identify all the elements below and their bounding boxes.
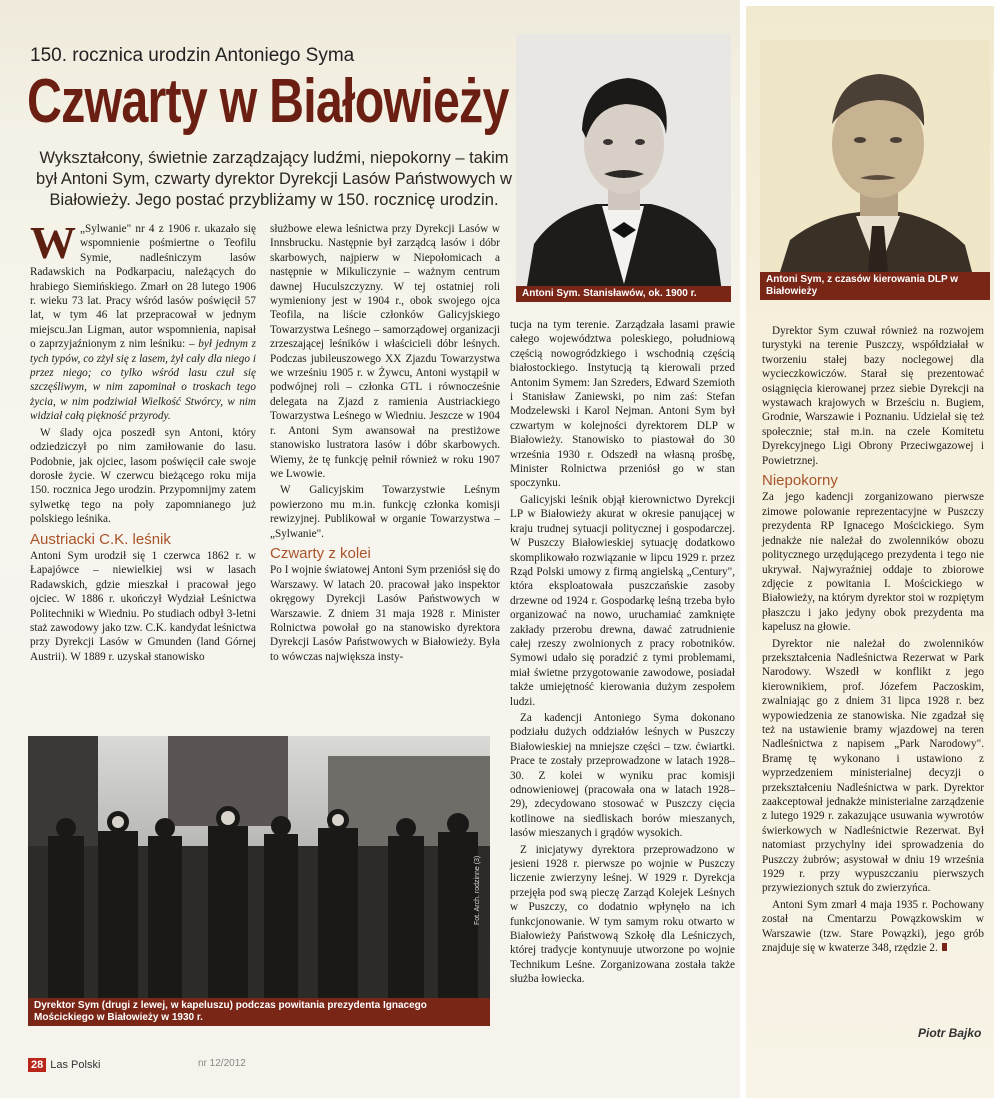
author-signature: Piotr Bajko <box>918 1026 982 1040</box>
quote-text: był jednym z tych typów, co zżył się z lasem, żył cały dla niego i przez niego; co tylko wśród lasu czuł się szczęśliwym, w nim zapominał o troskach tego życia, w nim podziwiał Wielkość Stwórcy, w nim widział całą piękność przyrody. <box>30 338 257 423</box>
column-1 <box>30 217 257 666</box>
article-lead: Wykształcony, świetnie zarządzający ludźmi, niepokorny – takim był Antoni Sym, czwarty dyrektor Dyrekcji Lasów Państwowych w Białowieży. Jego postać przybliżamy w 150. rocznicę urodzin. <box>36 149 512 209</box>
paragraph: służbowe elewa leśnictwa przy Dyrekcji Lasów w Innsbrucku. Następnie był zarządcą lasów i dóbr skarbowych, najpierw w Niepołomicach a następnie w Mikuliczynie – ważnym centrum dawnej Huculszczyzny. W tej ostatniej roli wymieniony jest w 1904 r., obok swojego ojca Teofila, na liście członków Galicyjskiego Towarzystwa Leśnego – samorządowej organizacji zrzeszającej leśników i właścicieli dóbr leśnych. Podczas jubileuszowego XX Zjazdu Towarzystwa we wrześniu 1905 r. w Żywcu, Antoni wystąpił w podwójnej roli – członka GTL i równocześnie delegata na Zjazd z ramienia Austriackiego Towarzystwa Leśnego w Wiedniu. Jeszcze w 1904 r. Antoni Sym awansował na prestiżowe stanowisko lustratora lasów i dóbr skarbowych. Wiemy, że tę funkcję pełnił również w roku 1907 we Lwowie. <box>270 223 500 480</box>
group-photo-illustration <box>28 736 490 998</box>
paragraph-intro: W „Sylwanie" nr 4 z 1906 r. ukazało się wspomnienie pośmiertne o Teofilu Symie, nadleśniczym lasów Radawskich na Podkarpaciu, należących do hrabiego Siemińskiego. Zmarł on 28 lutego 1906 r. wieku 73 lat. Pracy wśród lasów poświęcił 57 lat, w tym 46 lat przepracował w jednym miejscu.Jan Ligman, autor wspomnienia, napisał o zaprzyjaźnionym z nim leśniku: – był jednym z tych typów, co zżył się z lasem, żył cały dla niego i przez niego; co tylko wśród lasu czuł się szczęśliwym, w nim zapominał o troskach tego życia, w nim podziwiał Wielkość Stwórcy, w nim widział całą piękność przyrody. <box>30 217 257 423</box>
photo-credit: Fot. Arch. rodzinne (3) <box>474 855 481 925</box>
issue-number: nr 12/2012 <box>198 1058 246 1069</box>
page-number: 28 <box>28 1058 46 1072</box>
section-heading-austriacki: Austriacki C.K. leśnik <box>30 530 171 548</box>
column-2 <box>270 222 500 666</box>
drop-cap: W <box>30 217 76 268</box>
column-4 <box>762 324 984 957</box>
portrait-photo-stanislawow <box>516 34 731 292</box>
paragraph: Za kadencji Antoniego Syma dokonano podziału dużych oddziałów leśnych w Puszczy Białowieskiej na mniejsze części – tzw. ćwiartki. Prace te zostały przeprowadzone w latach 1928–30. Z kolei w wyniku prac komisji odnowieniowej (pracowała ona w latach 1928–29), zdecydowano stosować w Puszczy cięcia kotlinowe na siedliskach borów mieszanych, lasów mieszanych i grądów wysokich. <box>510 711 735 840</box>
page-footer <box>28 1058 100 1072</box>
portrait-illustration <box>516 34 731 292</box>
paragraph: Z inicjatywy dyrektora przeprowadzono w jesieni 1928 r. pierwsze po wojnie w Puszczy liczenie zwierzyny leśnej. W 1929 r. Dyrekcja przejęła pod swą pieczę Zarząd Kolejek Leśnych w Puszczy, co dodatnio wpłynęło na ich funkcjonowanie. W tym samym roku otwarto w Białowieży Państwową Szkołę dla Leśniczych, której tradycje kontynuuje utworzone po wojnie Technikum Leśne. Zorganizowana została także służba łowiecka. <box>510 843 735 986</box>
section-heading-niepokorny: Niepokorny <box>762 472 838 490</box>
paragraph: Po I wojnie światowej Antoni Sym przeniósł się do Warszawy. W latach 20. pracował jako inspektor okręgowy Dyrekcji Lasów Państwowych w Warszawie. Z dniem 31 maja 1928 r. Minister Rolnictwa powołał go na stanowisko dyrektora Dyrekcji Lasów Państwowych w Białowieży. Była to wówczas największa insty- <box>270 564 500 663</box>
paragraph: Galicyjski leśnik objął kierownictwo Dyrekcji LP w Białowieży akurat w okresie panującej w kraju trudnej sytuacji politycznej i gospodarczej. W Puszczy Białowieskiej sytuację dodatkowo skomplikowało rozwiązanie w lipcu 1929 r. przez Rząd Polski umowy z firmą angielską „Century", która eksploatowała puszczańskie zasoby drzewne od 1924 r. Gospodarkę leśną trzeba było organizować na nowo, uruchamiać zamknięte zakłady przerobu drewna, dawać zatrudnienie całej rzeszy zwolnionych z pracy robotników. Symowi udało się poradzić z tymi problemami, miał świetne przygotowanie zawodowe, posiadał także umiejętność kierowania dużym zespołem ludzi. <box>510 493 735 708</box>
paragraph: Dyrektor Sym czuwał również na rozwojem turystyki na terenie Puszczy, współdziałał w tworzeniu stałej bazy noclegowej dla wycieczkowiczów. Starał się prezentować osiągnięcia kierowanej przez siebie Dyrekcji na wystawach krajowych w Brześciu n. Bugiem, Grodnie, Warszawie i Poznaniu. Udzielał się też społecznie; stał m.in. na czele Komitetu Dyrekcyjnego Ligi Obrony Przeciwgazowej i Powietrznej. <box>762 325 984 467</box>
article-kicker: 150. rocznica urodzin Antoniego Syma <box>30 45 355 66</box>
portrait-illustration-sepia <box>760 40 990 272</box>
group-photo-caption: Dyrektor Sym (drugi z lewej, w kapeluszu) podczas powitania prezydenta Ignacego Mościckiego w Białowieży w 1930 r. <box>28 998 490 1026</box>
portrait-photo-dlp <box>760 40 990 272</box>
paragraph: Dyrektor nie należał do zwolenników przekształcenia Nadleśnictwa Rezerwat w Park Narodowy. Wszedł w konflikt z jego kierownikiem, prof. Józefem Paczoskim, zwalniając go z dniem 31 lipca 1928 r. bez wypowiedzenia ze stanowiska. Nie zgadzał się też na ustawienie bramy wjazdowej na teren Nadleśnictwa z napisem „Park Narodowy". Bramę tę wykonano i ustawiono z wyprzedzeniem ministerialnej decyzji o przekształceniu Nadleśnictwa w park. Dyrektor zaakceptował jednakże ministerialne zarządzenie z lutego 1929 r. zakazujące usuwania wywrotów świerkowych w Nadleśnictwie Rezerwat. Był natomiast przychylny idei sprowadzenia do Puszczy żubrów; asystował w dniu 19 września 1929 r. przy wypuszczaniu pierwszych przywiezionych sztuk do zwierzyńca. <box>762 637 984 895</box>
portrait1-caption: Antoni Sym. Stanisławów, ok. 1900 r. <box>516 286 731 302</box>
group-photo <box>28 736 490 998</box>
paragraph: Antoni Sym zmarł 4 maja 1935 r. Pochowany został na Cmentarzu Powązkowskim w Warszawie (tzw. Stare Powązki), jego grób znajduje się w kwaterze 348, rzędzie 2. <box>762 898 984 955</box>
magazine-name: Las Polski <box>50 1059 101 1071</box>
section-heading-czwarty: Czwarty z kolei <box>270 544 371 562</box>
end-mark-icon <box>942 943 947 951</box>
column-3 <box>510 318 735 989</box>
paragraph: Za jego kadencji zorganizowano pierwsze zimowe polowanie reprezentacyjne w Puszczy prezydenta RP Ignacego Mościckiego. Sym jednakże nie należał do zwolenników obozu politycznego urzędującego prezydenta i tego nie ukrywał. Najwyraźniej oddaje to zbiorowe zdjęcie z powitania I. Mościckiego w Białowieży, na którym dyrektor stoi w rozpiętym płaszczu i jako jedyny obok prezydenta ma kapelusz na głowie. <box>762 491 984 634</box>
paragraph: Antoni Sym urodził się 1 czerwca 1862 r. w Łapajówce – niewielkiej wsi w lasach Radawskich, gdzie mieszkał i pracował jego ojciec. W 1886 r. ukończył Wydział Leśnictwa Politechniki w Wiedniu. Po studiach odbył 3-letni staż zawodowy jako tzw. C.K. kandydat leśnictwa przy Dyrekcji Lasów w Gmunden (land Górnej Austrii). W 1889 r. uzyskał stanowisko <box>30 549 256 663</box>
article-title: Czwarty w Białowieży <box>27 67 509 136</box>
paragraph: W Galicyjskim Towarzystwie Leśnym powierzono mu m.in. funkcję członka komisji rewizyjnej. Publikował w organie Towarzystwa – „Sylwanie". <box>270 484 500 540</box>
paragraph: tucja na tym terenie. Zarządzała lasami prawie całego województwa poleskiego, południową częścią nowogródzkiego i wschodnią częścią białostockiego. Instytucją tą kierowali przed Antonim Symem: Jan Szreders, Edward Szemioth i Stanisław Zaniewski, po nim zaś: Stefan Modzelewski i Karol Nejman. Antoni Sym był czwartym w kolejności dyrektorem DLP w Białowieży. Stanowisko to piastował do 30 września 1930 r. Odszedł na własną prośbę, Minister Rolnictwa przeniósł go w stan spoczynku. <box>510 319 735 490</box>
paragraph: W ślady ojca poszedł syn Antoni, który odziedziczył po nim zamiłowanie do lasu. Podobnie, jak ojciec, lasom poświęcił całe swoje dorosłe życie. W czerwcu bieżącego roku mija 150. rocznica Jego urodzin. Przypomnijmy zatem sylwetkę tego na poły zapomnianego już polskiego leśnika. <box>30 426 256 526</box>
portrait2-caption: Antoni Sym, z czasów kierowania DLP w Białowieży <box>760 272 990 300</box>
